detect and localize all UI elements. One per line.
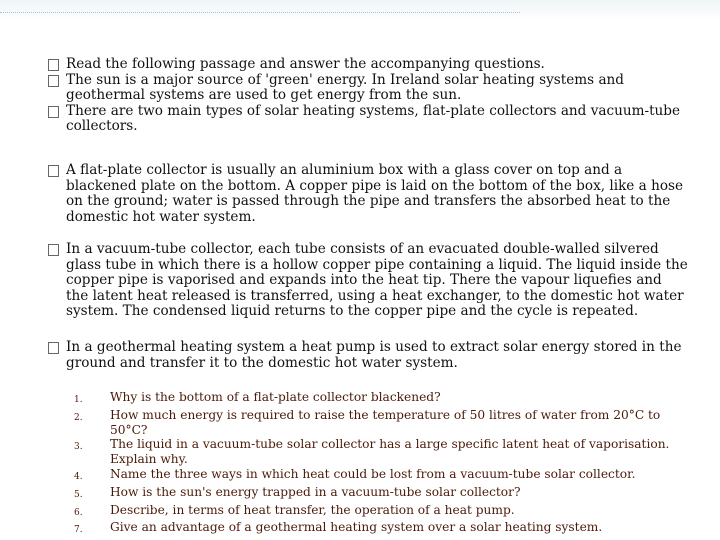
question-item [74, 437, 694, 467]
checkbox-bullet-icon [48, 59, 59, 71]
question-text: Describe, in terms of heat transfer, the operation of a heat pump. [110, 502, 515, 517]
intro-bullets [48, 57, 688, 135]
bullet-item [48, 340, 688, 371]
question-number: 6. [74, 507, 83, 518]
checkbox-bullet-icon [48, 244, 59, 256]
checkbox-bullet-icon [48, 106, 59, 118]
question-item [74, 390, 694, 408]
checkbox-bullet-icon [48, 165, 59, 177]
question-item [74, 503, 694, 521]
bullet-item [48, 57, 688, 73]
question-text: How much energy is required to raise the temperature of 50 litres of water from 20°C to 50°C? [110, 407, 661, 437]
geothermal-paragraph [48, 340, 688, 371]
dotted-divider [0, 12, 520, 13]
bullet-text: A flat-plate collector is usually an aluminium box with a glass cover on top and a blackened plate on the bottom. A copper pipe is laid on the bottom of the box, like a hose on the ground; water is passed through the pipe and transfers the absorbed heat to the domestic hot water system. [66, 162, 684, 225]
question-number: 3. [74, 442, 83, 453]
header-band [0, 0, 720, 20]
question-text: How is the sun's energy trapped in a vacuum-tube solar collector? [110, 484, 521, 499]
flat-plate-paragraph [48, 163, 688, 225]
bullet-text: In a vacuum-tube collector, each tube consists of an evacuated double-walled silvered glass tube in which there is a hollow copper pipe containing a liquid. The liquid inside the copper pipe is vaporised and expands into the heat tip. There the vapour liquefies and the latent heat released is transferred, using a heat exchanger, to the domestic hot water system. The condensed liquid returns to the copper pipe and the cycle is repeated. [66, 241, 688, 320]
question-number: 7. [74, 525, 83, 536]
bullet-item [48, 73, 688, 104]
question-number: 4. [74, 471, 83, 482]
question-item [74, 485, 694, 503]
question-item [74, 467, 694, 485]
bullet-item [48, 163, 688, 225]
bullet-text: The sun is a major source of 'green' energy. In Ireland solar heating systems and geothermal systems are used to get energy from the sun. [66, 71, 625, 104]
question-number: 2. [74, 412, 83, 423]
checkbox-bullet-icon [48, 75, 59, 87]
checkbox-bullet-icon [48, 342, 59, 354]
bullet-text: Read the following passage and answer the accompanying questions. [66, 56, 545, 72]
question-text: Why is the bottom of a flat-plate collector blackened? [110, 390, 441, 404]
question-item [74, 520, 694, 538]
question-list [74, 390, 694, 538]
question-text: The liquid in a vacuum-tube solar collector has a large specific latent heat of vaporisation. Explain why. [110, 437, 670, 467]
bullet-item [48, 242, 688, 320]
question-text: Give an advantage of a geothermal heating system over a solar heating system. [110, 520, 603, 535]
question-number: 1. [74, 395, 83, 405]
bullet-text: There are two main types of solar heating systems, flat-plate collectors and vacuum-tube collectors. [66, 102, 681, 135]
question-text: Name the three ways in which heat could be lost from a vacuum-tube solar collector. [110, 466, 636, 481]
bullet-item [48, 104, 688, 135]
bullet-text: In a geothermal heating system a heat pump is used to extract solar energy stored in the ground and transfer it to the domestic hot water system. [66, 339, 682, 371]
question-item [74, 408, 694, 438]
vacuum-tube-paragraph [48, 242, 688, 320]
question-number: 5. [74, 489, 83, 500]
